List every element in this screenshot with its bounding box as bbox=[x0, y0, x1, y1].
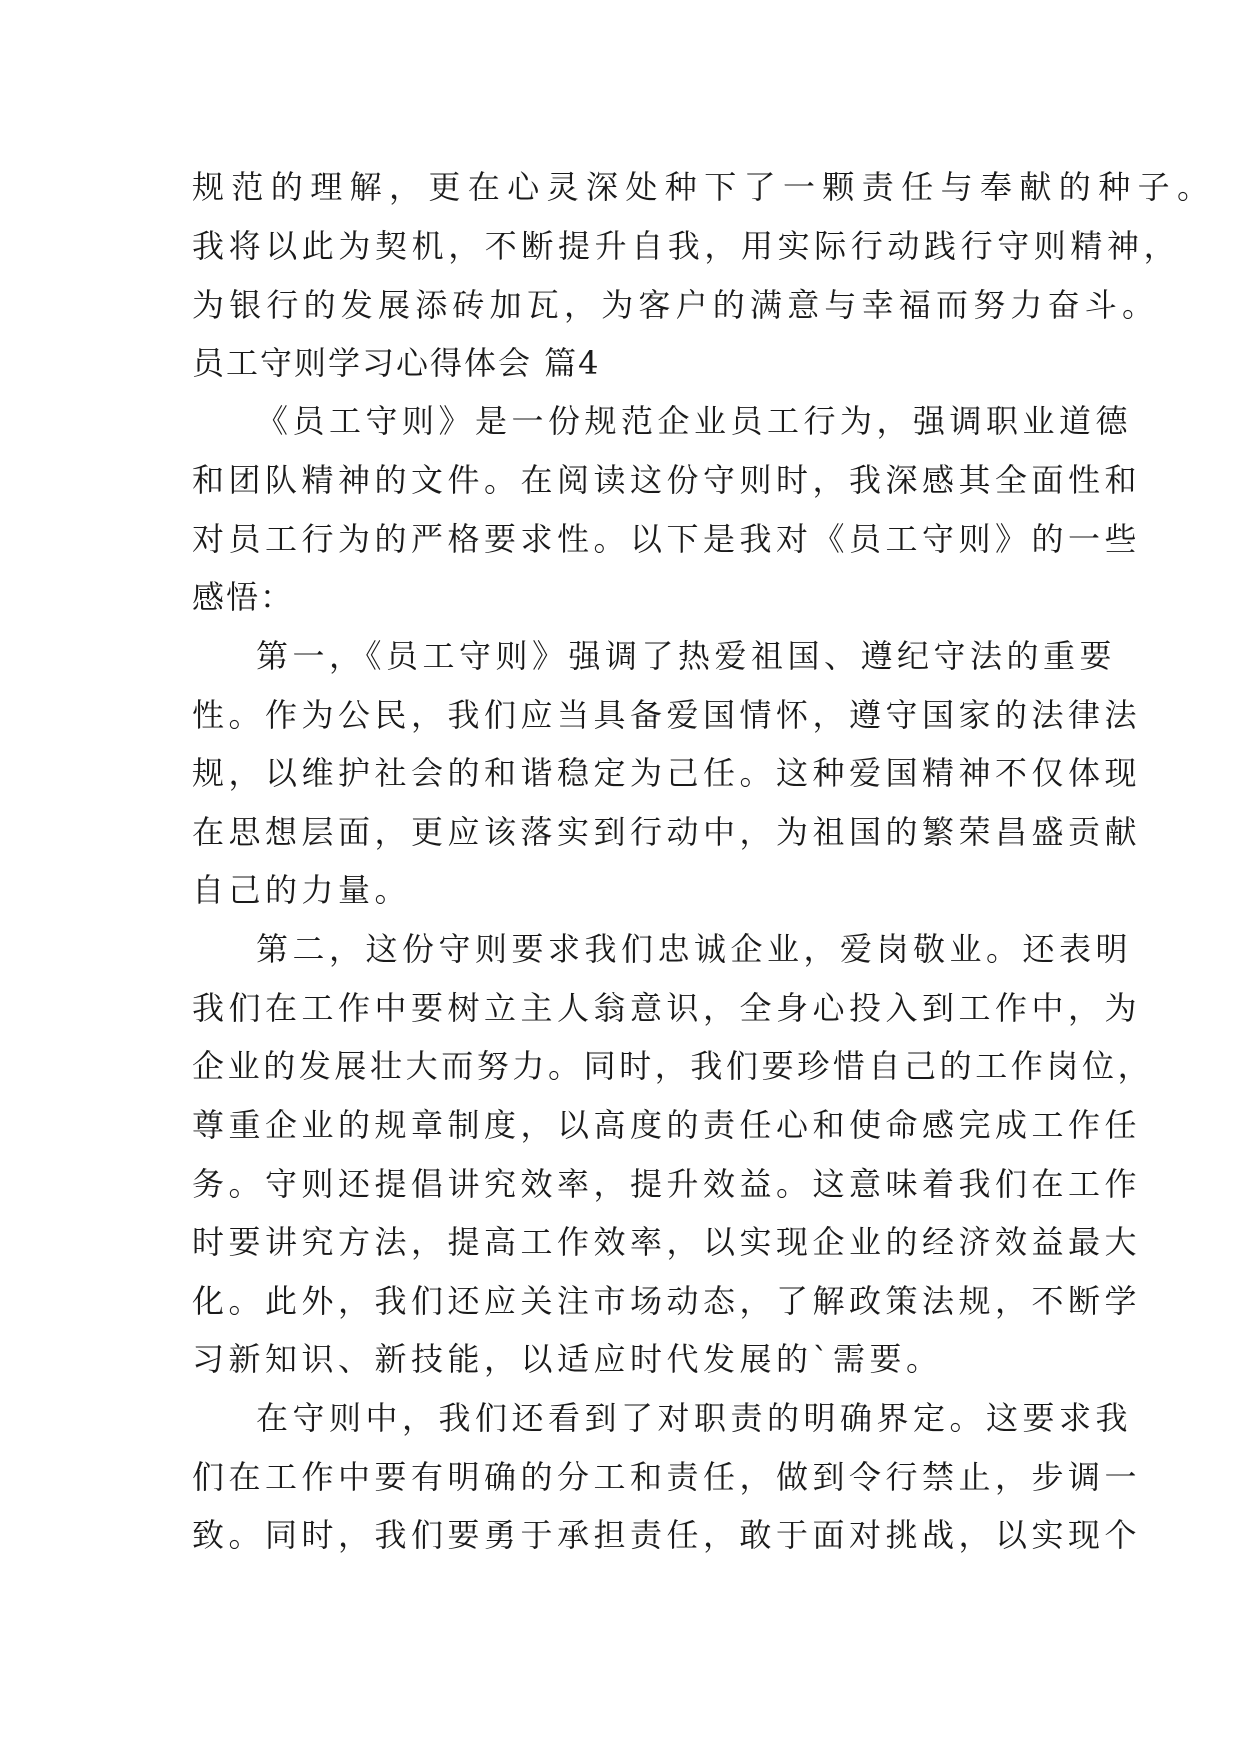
paragraph-line: 尊重企业的规章制度，以高度的责任心和使命感完成工作任 bbox=[192, 1106, 1142, 1144]
paragraph-line: 时要讲究方法，提高工作效率，以实现企业的经济效益最大 bbox=[192, 1223, 1142, 1261]
paragraph-line: 自己的力量。 bbox=[192, 871, 412, 909]
paragraph-line: 务。守则还提倡讲究效率，提升效益。这意味着我们在工作 bbox=[192, 1165, 1142, 1203]
paragraph-line: 习新知识、新技能，以适应时代发展的`需要。 bbox=[192, 1340, 943, 1378]
paragraph-line: 感悟： bbox=[192, 578, 295, 616]
paragraph-line: 我将以此为契机，不断提升自我，用实际行动践行守则精神， bbox=[192, 227, 1181, 265]
paragraph-line: 规范的理解，更在心灵深处种下了一颗责任与奉献的种子。 bbox=[192, 168, 1217, 206]
paragraph-line: 和团队精神的文件。在阅读这份守则时，我深感其全面性和 bbox=[192, 461, 1142, 499]
paragraph-line: 性。作为公民，我们应当具备爱国情怀，遵守国家的法律法 bbox=[192, 696, 1142, 734]
paragraph-line: 化。此外，我们还应关注市场动态，了解政策法规，不断学 bbox=[192, 1282, 1142, 1320]
paragraph-line: 们在工作中要有明确的分工和责任，做到令行禁止，步调一 bbox=[192, 1458, 1142, 1496]
paragraph-line: 对员工行为的严格要求性。以下是我对《员工守则》的一些 bbox=[192, 520, 1142, 558]
paragraph-line: 我们在工作中要树立主人翁意识，全身心投入到工作中，为 bbox=[192, 989, 1142, 1027]
paragraph-line: 企业的发展壮大而努力。同时，我们要珍惜自己的工作岗位， bbox=[192, 1047, 1154, 1085]
paragraph-line: 第一，《员工守则》强调了热爱祖国、遵纪守法的重要 bbox=[256, 637, 1117, 675]
paragraph-line: 《员工守则》是一份规范企业员工行为，强调职业道德 bbox=[256, 402, 1133, 440]
paragraph-line: 在思想层面，更应该落实到行动中，为祖国的繁荣昌盛贡献 bbox=[192, 813, 1142, 851]
paragraph-line: 致。同时，我们要勇于承担责任，敢于面对挑战，以实现个 bbox=[192, 1516, 1142, 1554]
paragraph-line: 规，以维护社会的和谐稳定为己任。这种爱国精神不仅体现 bbox=[192, 754, 1142, 792]
paragraph-line: 为银行的发展添砖加瓦，为客户的满意与幸福而努力奋斗。 bbox=[192, 286, 1160, 324]
paragraph-line: 第二，这份守则要求我们忠诚企业，爱岗敬业。还表明 bbox=[256, 930, 1133, 968]
section-heading: 员工守则学习心得体会 篇4 bbox=[192, 344, 601, 382]
paragraph-line: 在守则中，我们还看到了对职责的明确界定。这要求我 bbox=[256, 1399, 1133, 1437]
